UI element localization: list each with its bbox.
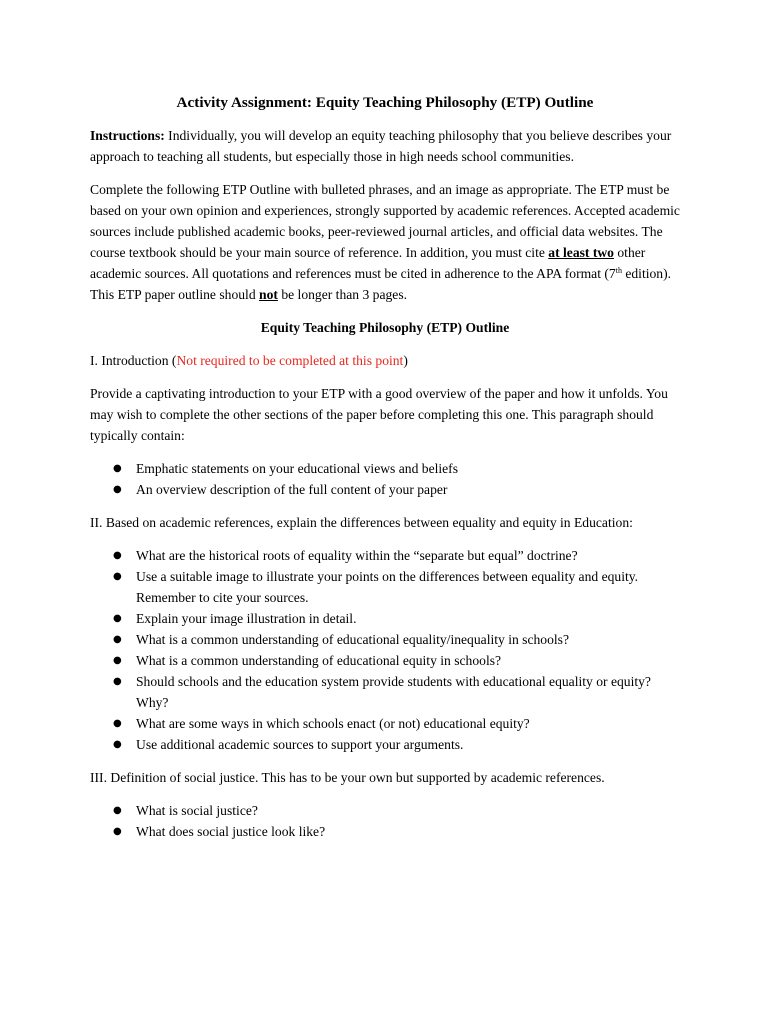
instructions-label: Instructions: [90,128,165,143]
superscript-th: th [615,266,622,275]
list-item: ● Explain your image illustration in detail. [90,608,680,629]
section-1-description: Provide a captivating introduction to your ETP with a good overview of the paper and how it unfolds. You may wish to complete the other sections of the paper before completing this one. This paragraph should typically contain: [90,386,668,443]
document-page [90,90,680,854]
bullet-icon: ● [113,634,122,645]
bullet-icon: ● [113,571,122,582]
bullet-icon: ● [113,826,122,837]
bullet-icon: ● [113,805,122,816]
section-2-bullet-list [90,545,680,755]
bullet-icon: ● [113,655,122,666]
requirements-paragraph [90,179,680,305]
section-1-bullet-list [90,458,680,500]
requirements-text-3: edition). This ETP paper outline should [90,266,672,302]
section-3-heading: III. Definition of social justice. This has to be your own but supported by academic references. [90,770,605,785]
outline-heading: Equity Teaching Philosophy (ETP) Outline [260,320,510,335]
bullet-icon: ● [113,484,122,495]
bullet-icon: ● [113,676,122,687]
bullet-icon: ● [113,718,122,729]
requirements-text-2: other academic sources. All quotations and references must be cited in adherence to the APA format (7 [90,245,646,281]
list-item: ● Emphatic statements on your educational views and beliefs [90,458,680,479]
bullet-icon: ● [113,463,122,474]
bullet-icon: ● [113,739,122,750]
list-item: ● What does social justice look like? [90,821,680,842]
section-3-bullet-list [90,800,680,842]
requirements-text-1: Complete the following ETP Outline with bulleted phrases, and an image as appropriate. The ETP must be based on your own opinion and experiences, strongly supported by academic references. Accepted academic sources include published academic books, peer-reviewed journal articles, and official data websites. The course textbook should be your main source of reference. In addition, you must cite [90,182,680,260]
list-item: ● What are the historical roots of equality within the “separate but equal” doctrine? [90,545,680,566]
list-item: ● Use a suitable image to illustrate your points on the differences between equality and equity. Remember to cite your sources. [90,566,680,608]
emphasis-not: not [259,287,278,302]
list-item: ● What is a common understanding of educational equity in schools? [90,650,680,671]
section-1-note: Not required to be completed at this point [176,353,404,368]
list-item: ● What is a common understanding of educational equality/inequality in schools? [90,629,680,650]
document-title: Activity Assignment: Equity Teaching Philosophy (ETP) Outline [176,94,594,111]
list-item: ● Use additional academic sources to support your arguments. [90,734,680,755]
emphasis-at-least-two: at least two [548,245,614,260]
section-1-heading: I. Introduction (Not required to be completed at this point) [90,353,408,368]
instructions-paragraph [90,125,680,167]
instructions-text: Individually, you will develop an equity teaching philosophy that you believe describes your approach to teaching all students, but especially those in high needs school communities. [90,128,672,164]
list-item: ● Should schools and the education system provide students with educational equality or equity? Why? [90,671,680,713]
list-item: ● What is social justice? [90,800,680,821]
section-2-heading: II. Based on academic references, explain the differences between equality and equity in Education: [90,515,633,530]
bullet-icon: ● [113,550,122,561]
list-item: ● An overview description of the full content of your paper [90,479,680,500]
bullet-icon: ● [113,613,122,624]
requirements-text-4: be longer than 3 pages. [277,287,408,302]
list-item: ● What are some ways in which schools enact (or not) educational equity? [90,713,680,734]
